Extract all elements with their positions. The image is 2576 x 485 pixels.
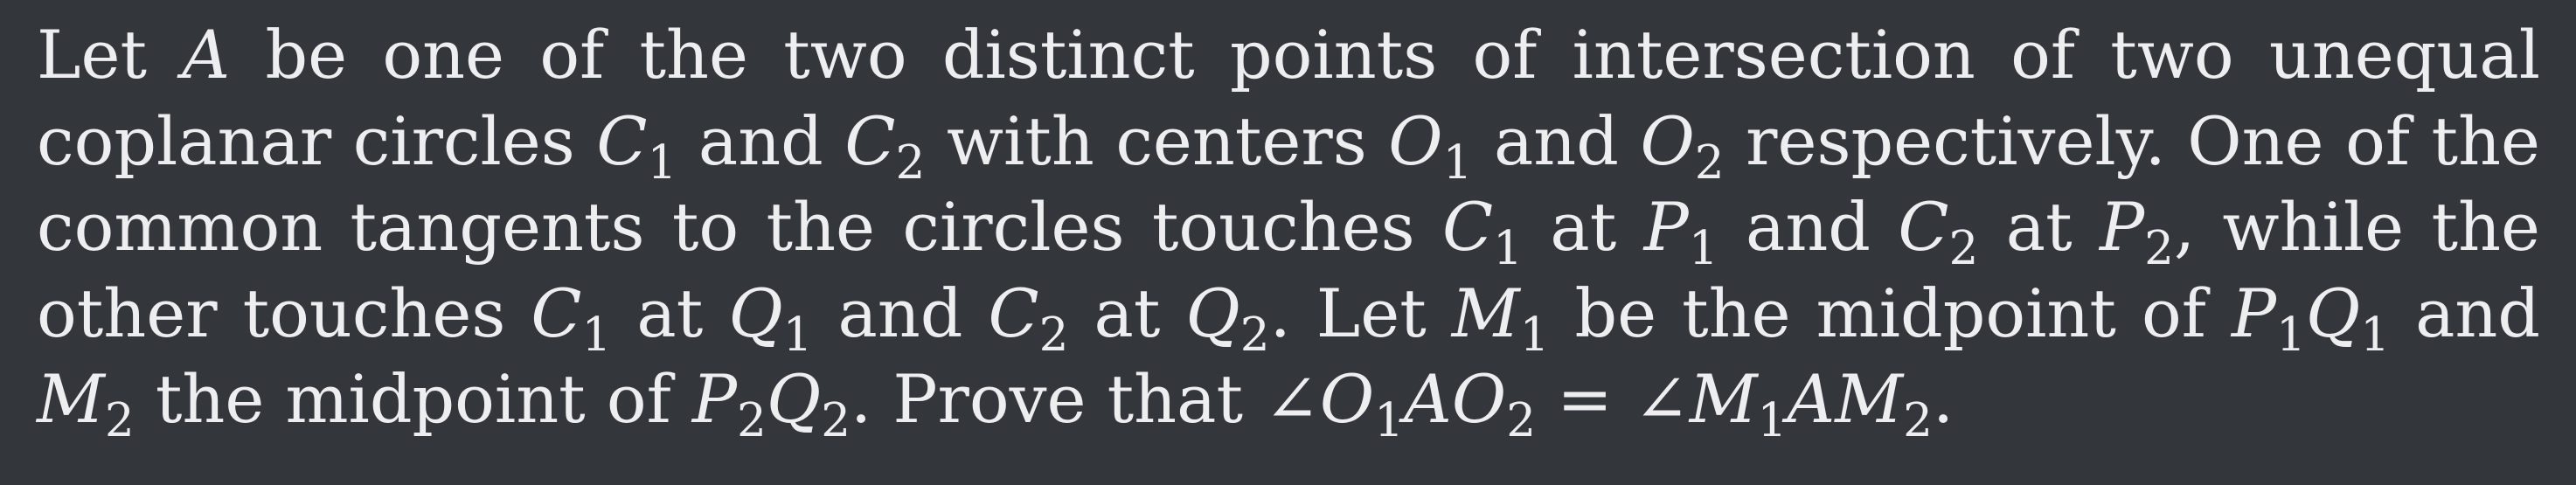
text-segment: at [1523, 188, 1644, 266]
var-A: A [182, 16, 231, 94]
math-C2: $C_2$ [844, 101, 926, 190]
text-segment: and [1718, 188, 1899, 266]
math-C1: $C_1$ [531, 274, 612, 362]
text-segment: be one of the two distinct points of intersection of two unequal coplanar circles [37, 16, 2540, 180]
text-segment: the midpoint of [134, 360, 692, 438]
math-P1Q1: $P_1Q_1$ [2231, 274, 2391, 362]
text-segment: at [1978, 188, 2100, 266]
text-segment: with centers [925, 101, 1389, 180]
text-segment: . Prove that [851, 360, 1265, 438]
math-angle-equation: $\angle O_1AO_2$ = $\angle M_1AM_2$ [1264, 360, 1933, 447]
math-P2Q2: $P_2Q_2$ [691, 360, 851, 447]
math-Q1: $Q_1$ [728, 274, 813, 362]
math-M2: $M_2$ [37, 360, 135, 447]
math-C2: $C_2$ [1898, 188, 1979, 275]
math-P1: $P_1$ [1643, 188, 1718, 275]
text-segment: and [2390, 274, 2540, 352]
text-segment: at [611, 274, 729, 352]
text-segment: . Let [1269, 274, 1452, 352]
text-segment: and [812, 274, 989, 352]
math-C1: $C_1$ [1442, 188, 1524, 275]
math-M1: $M_1$ [1451, 274, 1550, 362]
text-segment: , while the other touches [37, 188, 2541, 352]
math-C1: $C_1$ [596, 101, 677, 190]
final-period: . [1932, 360, 1955, 438]
text-segment: be the midpoint of [1549, 274, 2232, 352]
angle-symbol: ∠ [1264, 360, 1320, 438]
math-P2: $P_2$ [2100, 188, 2174, 275]
equals-sign: = [1536, 360, 1635, 438]
math-C2: $C_2$ [988, 274, 1069, 362]
text-segment: at [1068, 274, 1186, 352]
text-segment: and [677, 101, 845, 180]
math-Q2: $Q_2$ [1185, 274, 1270, 362]
math-O1: $O_1$ [1388, 101, 1473, 190]
math-O2: $O_2$ [1640, 101, 1725, 190]
angle-symbol: ∠ [1634, 360, 1690, 438]
problem-statement [37, 12, 2541, 447]
text-segment: and [1472, 101, 1641, 180]
text-segment: Let [37, 16, 183, 94]
text-segment: respectively. One of the common tangents to the circles touches [37, 101, 2540, 266]
